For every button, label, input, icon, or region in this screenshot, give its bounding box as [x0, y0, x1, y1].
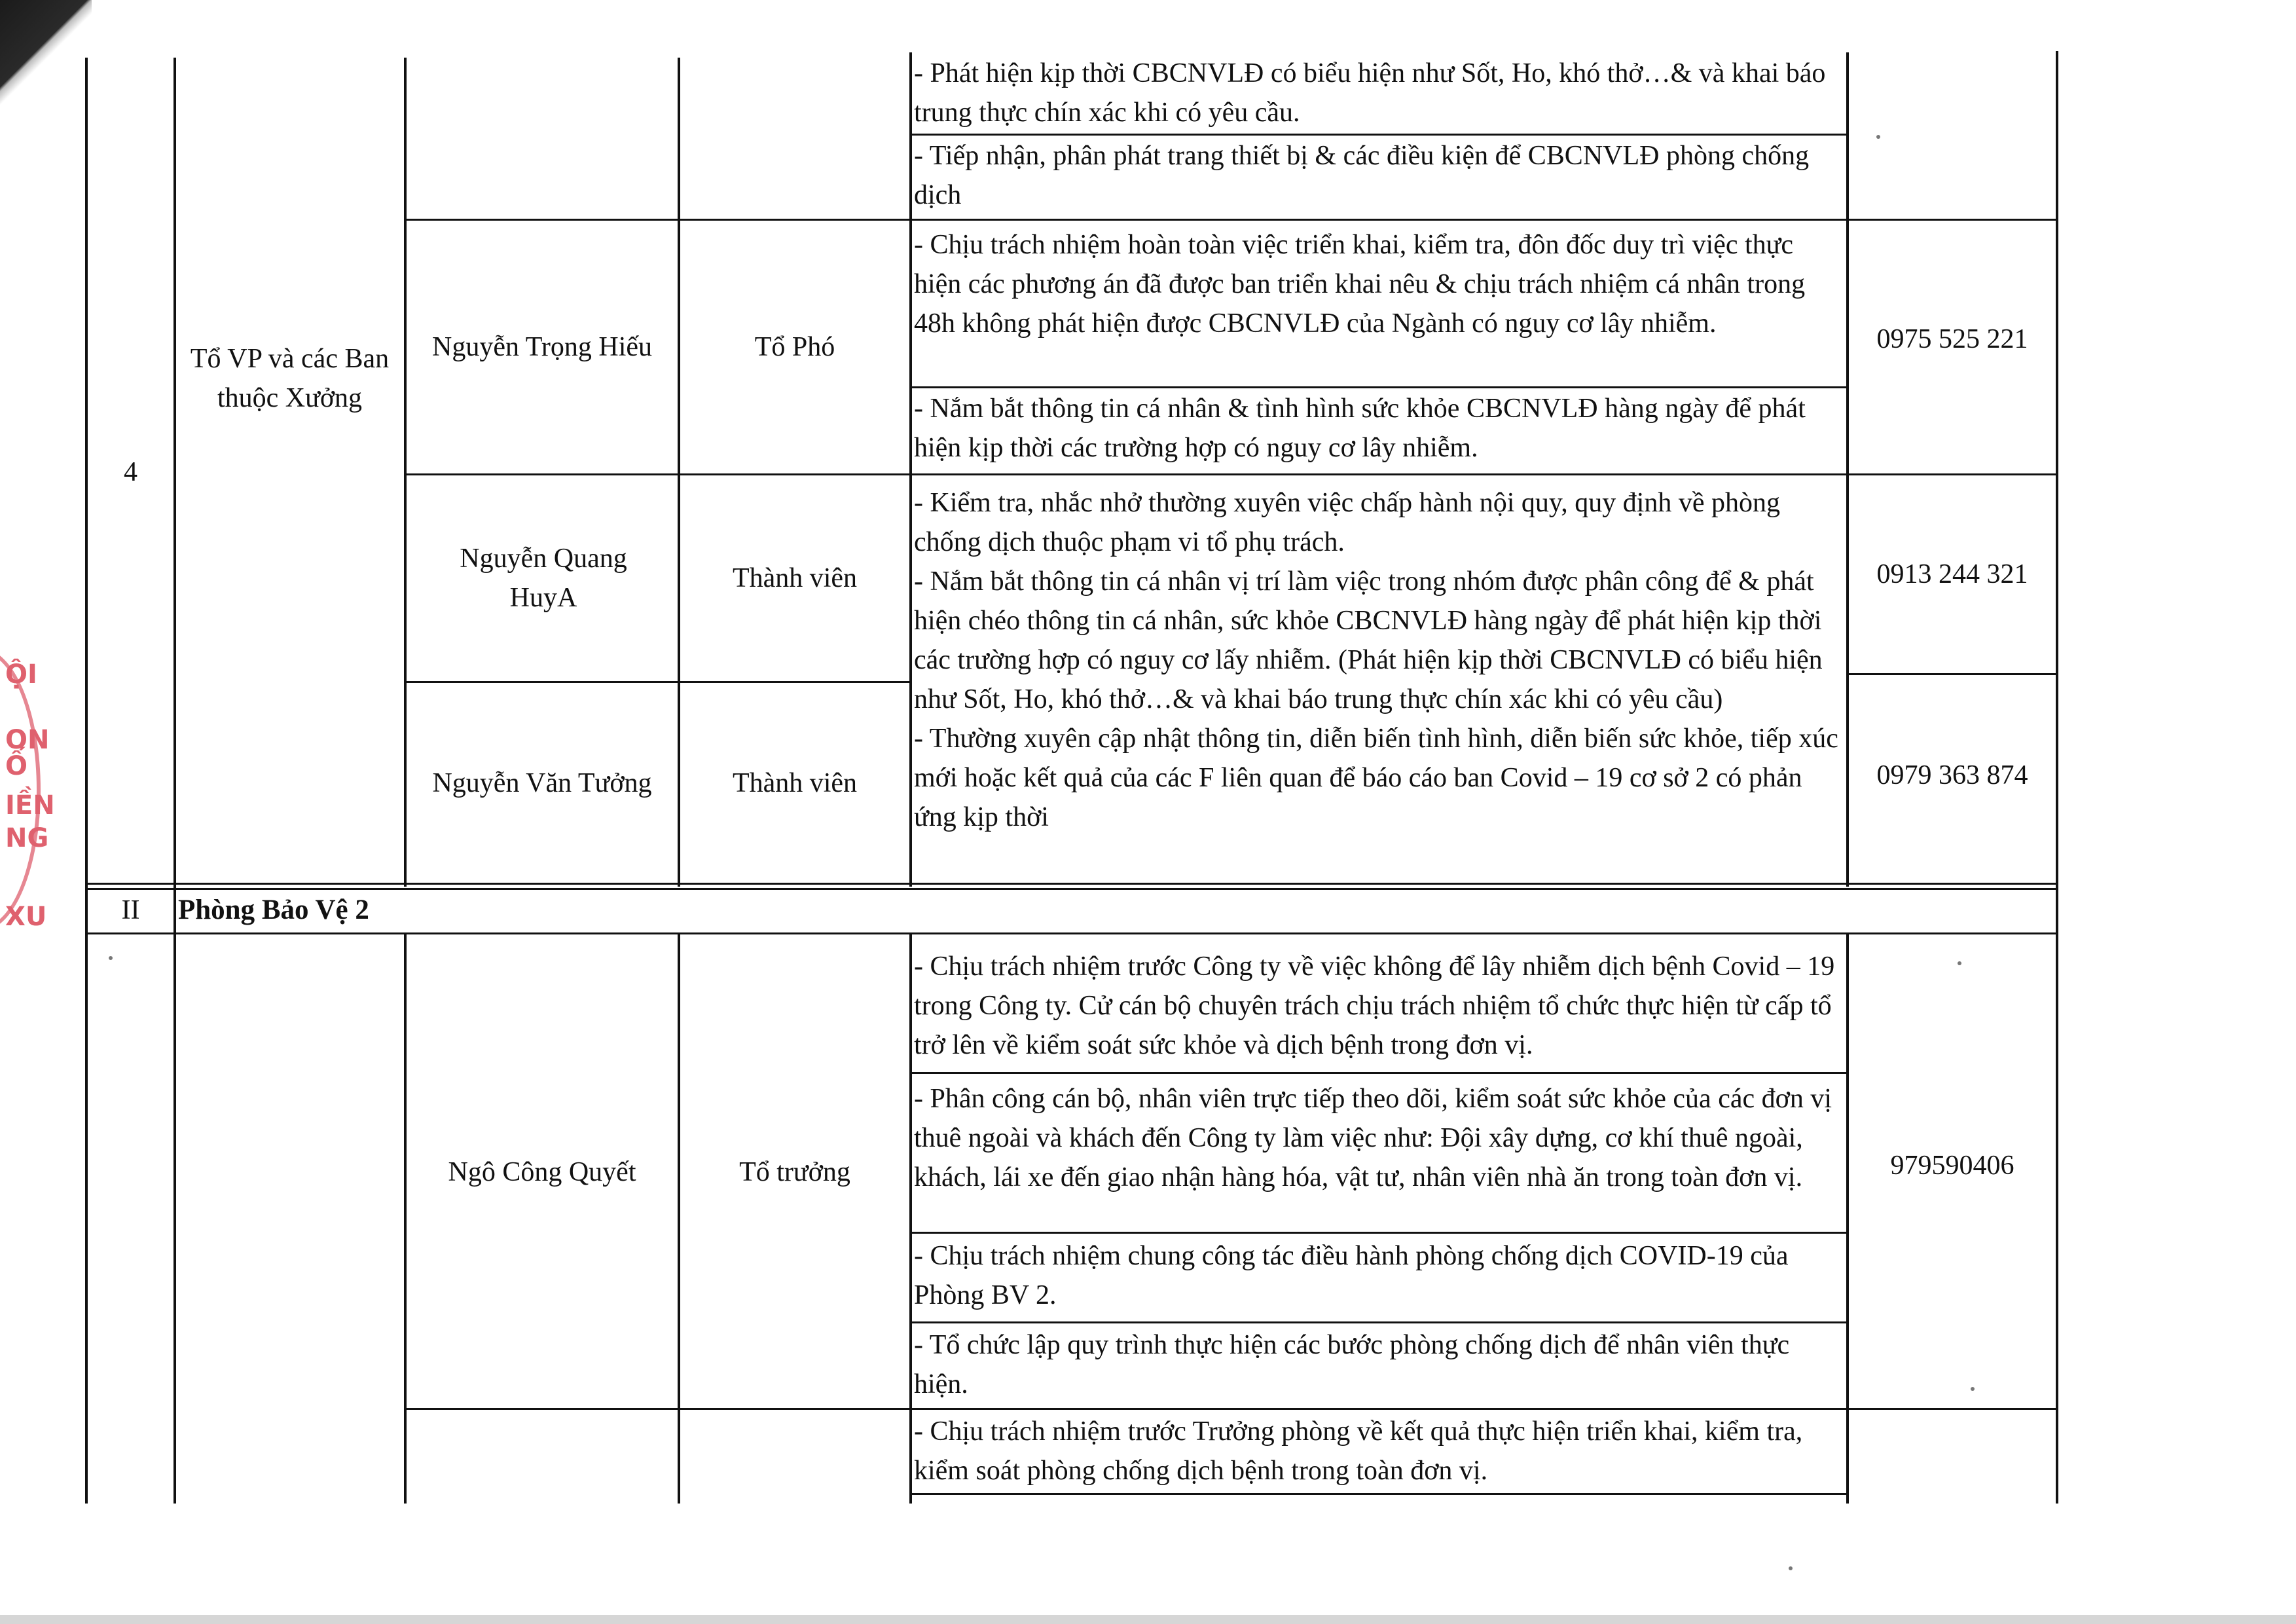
scan-shadow-corner — [0, 0, 92, 138]
duty-text: - Phát hiện kịp thời CBCNVLĐ có biểu hiện như Sốt, Ho, khó thở…& và khai báo trung thực chín xác khi có yêu cầu. — [914, 58, 1826, 128]
duty-text: - Tiếp nhận, phân phát trang thiết bị & các điều kiện để CBCNVLĐ phòng chống dịch — [914, 141, 1810, 210]
member-role: Tổ trưởng — [739, 1157, 850, 1187]
member-role: Thành viên — [732, 768, 858, 798]
phone-number: 979590406 — [1890, 1151, 2014, 1181]
group-name: Tổ VP và các Ban thuộc Xưởng — [190, 344, 390, 413]
scan-speck — [1789, 1566, 1793, 1570]
group-index: 4 — [124, 457, 137, 487]
scan-speck — [1971, 1387, 1975, 1391]
scan-speck — [1958, 961, 1961, 965]
phone-number: 0979 363 874 — [1876, 760, 2028, 790]
duty-text: - Phân công cán bộ, nhân viên trực tiếp theo dõi, kiểm soát sức khỏe của các đơn vị thuê ngoài và khách đến Công ty làm việc như: Đội xây dựng, cơ khí thuê ngoài, khách, lái xe đến giao nhận hàng hóa, vật tư, nhân viên nhà ăn trong toàn đơn vị. — [914, 1084, 1832, 1192]
duty-text: - Chịu trách nhiệm trước Trưởng phòng về kết quả thực hiện triển khai, kiểm tra, kiểm soát phòng chống dịch bệnh trong toàn đơn vị. — [914, 1416, 1803, 1486]
scan-edge-bottom — [0, 1615, 2296, 1624]
member-name: Nguyễn Trọng Hiếu — [431, 332, 653, 362]
scan-speck — [1876, 135, 1880, 139]
scan-speck — [109, 956, 113, 960]
red-seal-stamp: ỘI ON Ố IỀN NG XU — [0, 642, 39, 930]
member-name: Nguyễn Văn Tưởng — [432, 768, 652, 798]
member-role: Tổ Phó — [754, 332, 835, 362]
phone-number: 0913 244 321 — [1876, 559, 2028, 589]
duty-text: - Tổ chức lập quy trình thực hiện các bước phòng chống dịch để nhân viên thực hiện. — [914, 1330, 1790, 1399]
member-name: Nguyễn Quang HuyA — [460, 544, 627, 613]
duty-text: - Chịu trách nhiệm hoàn toàn việc triển khai, kiểm tra, đôn đốc duy trì việc thực hiện các phương án đã được ban triển khai nêu & chịu trách nhiệm cá nhân trong 48h không phát hiện được CBCNVLĐ của Ngành có nguy cơ lây nhiễm. — [914, 230, 1806, 339]
duty-text: - Kiểm tra, nhắc nhở thường xuyên việc chấp hành nội quy, quy định về phòng chống dịch thuộc phạm vi tổ phụ trách. - Nắm bắt thông tin cá nhân vị trí làm việc trong nhóm được phân công để & phát hiện chéo thông tin cá nhân, sức khỏe CBCNVLĐ hàng ngày để phát hiện kịp thời các trường hợp có nguy cơ lấy nhiễm. (Phát hiện kịp thời CBCNVLĐ có biểu hiện như Sốt, Ho, khó thở…& và khai báo trung thực chín xác khi có yêu cầu) - Thường xuyên cập nhật thông tin, diễn biến tình hình, diễn biến sức khỏe, tiếp xúc mới hoặc kết quả của các F liên quan để báo cáo ban Covid – 19 cơ sở 2 có phản ứng kịp thời — [914, 488, 1838, 832]
duty-text: - Nắm bắt thông tin cá nhân & tình hình sức khỏe CBCNVLĐ hàng ngày để phát hiện kịp thời các trường hợp có nguy cơ lây nhiễm. — [914, 394, 1806, 463]
duty-text: - Chịu trách nhiệm chung công tác điều hành phòng chống dịch COVID-19 của Phòng BV 2. — [914, 1241, 1789, 1310]
duty-text: - Chịu trách nhiệm trước Công ty về việc không để lây nhiễm dịch bệnh Covid – 19 trong Công ty. Cử cán bộ chuyên trách chịu trách nhiệm tổ chức thực hiện từ cấp tổ trở lên về kiểm soát sức khỏe và dịch bệnh trong đơn vị. — [914, 951, 1835, 1060]
section-title: Phòng Bảo Vệ 2 — [178, 895, 369, 925]
phone-number: 0975 525 221 — [1876, 324, 2028, 354]
member-name: Ngô Công Quyết — [448, 1157, 636, 1187]
section-index: II — [121, 895, 140, 925]
member-role: Thành viên — [732, 563, 858, 593]
